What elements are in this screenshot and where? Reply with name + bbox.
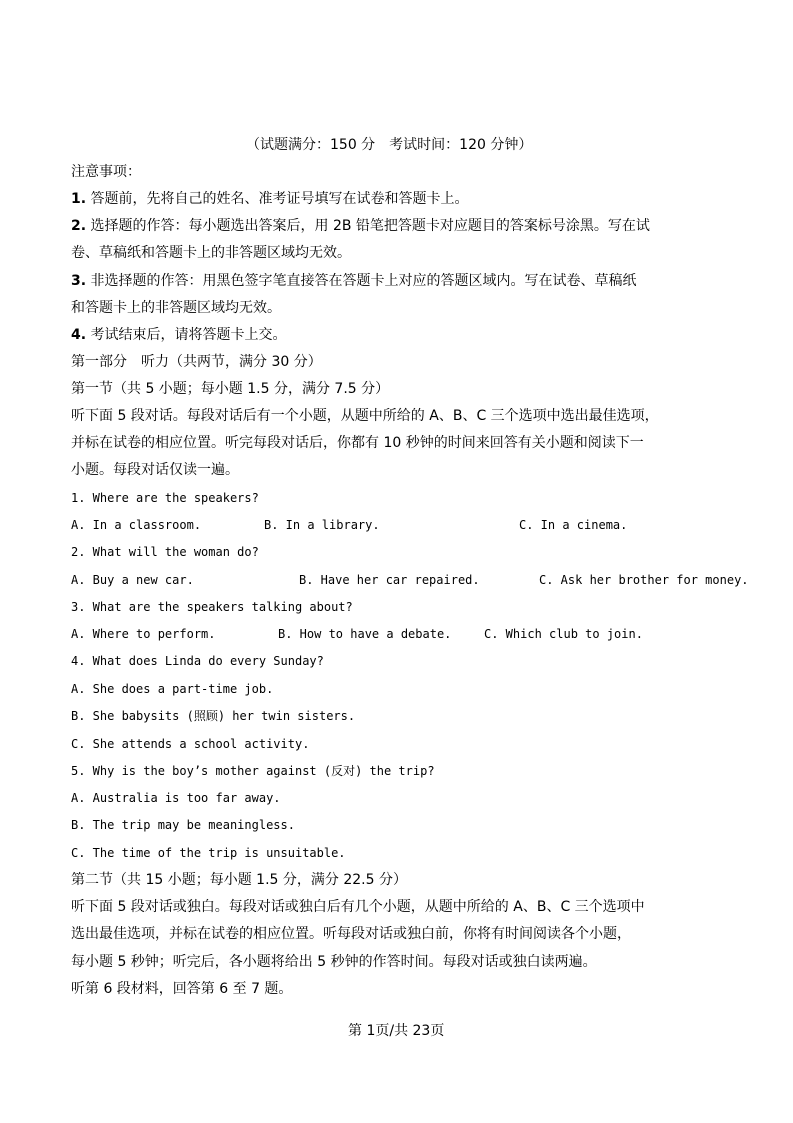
notice-item-text: 考试结束后，请将答题卡上交。	[90, 327, 287, 343]
option-a: A. In a classroom.	[71, 518, 202, 532]
section2-instruction-line: 每小题 5 秒钟；听完后，各小题将给出 5 秒钟的作答时间。每段对话或独白读两遍。	[71, 954, 597, 970]
question-5-option-b: B. The trip may be meaningless.	[71, 818, 295, 832]
notice-item-text: 非选择题的作答：用黑色签字笔直接答在答题卡上对应的答题区域内。写在试卷、草稿纸	[90, 273, 637, 289]
notice-item-1	[71, 190, 469, 208]
option-b: B. Have her car repaired.	[299, 573, 480, 587]
section2-instruction-line: 听下面 5 段对话或独白。每段对话或独白后有几个小题，从题中所给的 A、B、C 三个选项中	[71, 899, 645, 915]
option-c: C. Which club to join.	[484, 627, 643, 641]
section1-instruction-line: 听下面 5 段对话。每段对话后有一个小题，从题中所给的 A、B、C 三个选项中选出最佳选项，	[71, 408, 659, 424]
notice-title: 注意事项：	[71, 164, 141, 180]
section1-title: 第一节（共 5 小题；每小题 1.5 分，满分 7.5 分）	[71, 381, 390, 397]
question-3-stem: 3. What are the speakers talking about?	[71, 600, 353, 614]
notice-item-4	[71, 326, 287, 344]
notice-item-number: 3.	[71, 273, 87, 289]
notice-item-text: 选择题的作答：每小题选出答案后，用 2B 铅笔把答题卡对应题目的答案标号涂黑。写在试	[90, 218, 650, 234]
section1-instruction-line: 小题。每段对话仅读一遍。	[71, 462, 239, 478]
option-c: C. In a cinema.	[519, 518, 628, 532]
question-5-option-a: A. Australia is too far away.	[71, 791, 281, 805]
notice-item-2	[71, 217, 650, 235]
question-5-stem: 5. Why is the boy’s mother against (反对) the trip?	[71, 764, 435, 778]
exam-info-header: （试题满分：150 分 考试时间：120 分钟）	[246, 137, 533, 153]
notice-item-number: 1.	[71, 191, 87, 207]
option-c: C. Ask her brother for money.	[539, 573, 749, 587]
question-4-option-a: A. She does a part-time job.	[71, 682, 274, 696]
option-a: A. Buy a new car.	[71, 573, 194, 587]
option-a: A. Where to perform.	[71, 627, 216, 641]
question-2-stem: 2. What will the woman do?	[71, 545, 259, 559]
notice-item-number: 4.	[71, 327, 87, 343]
page-number-footer: 第 1页/共 23页	[348, 1023, 445, 1039]
notice-item-3-continued: 和答题卡上的非答题区域均无效。	[71, 300, 281, 316]
question-4-option-b: B. She babysits (照顾) her twin sisters.	[71, 709, 356, 723]
notice-item-3	[71, 272, 637, 290]
section1-instruction-line: 并标在试卷的相应位置。听完每段对话后，你都有 10 秒钟的时间来回答有关小题和阅读下一	[71, 435, 644, 451]
question-5-option-c: C. The time of the trip is unsuitable.	[71, 846, 346, 860]
material-6-line: 听第 6 段材料，回答第 6 至 7 题。	[71, 981, 293, 997]
option-b: B. In a library.	[264, 518, 380, 532]
notice-item-number: 2.	[71, 218, 87, 234]
notice-item-text: 答题前，先将自己的姓名、准考证号填写在试卷和答题卡上。	[90, 191, 469, 207]
part1-title: 第一部分 听力（共两节，满分 30 分）	[71, 354, 322, 370]
question-4-stem: 4. What does Linda do every Sunday?	[71, 654, 324, 668]
section2-instruction-line: 选出最佳选项，并标在试卷的相应位置。听每段对话或独白前，你将有时间阅读各个小题，	[71, 926, 631, 942]
notice-item-2-continued: 卷、草稿纸和答题卡上的非答题区域均无效。	[71, 245, 351, 261]
question-4-option-c: C. She attends a school activity.	[71, 737, 310, 751]
option-b: B. How to have a debate.	[278, 627, 452, 641]
question-1-stem: 1. Where are the speakers?	[71, 491, 259, 505]
section2-title: 第二节（共 15 小题；每小题 1.5 分，满分 22.5 分）	[71, 872, 407, 888]
